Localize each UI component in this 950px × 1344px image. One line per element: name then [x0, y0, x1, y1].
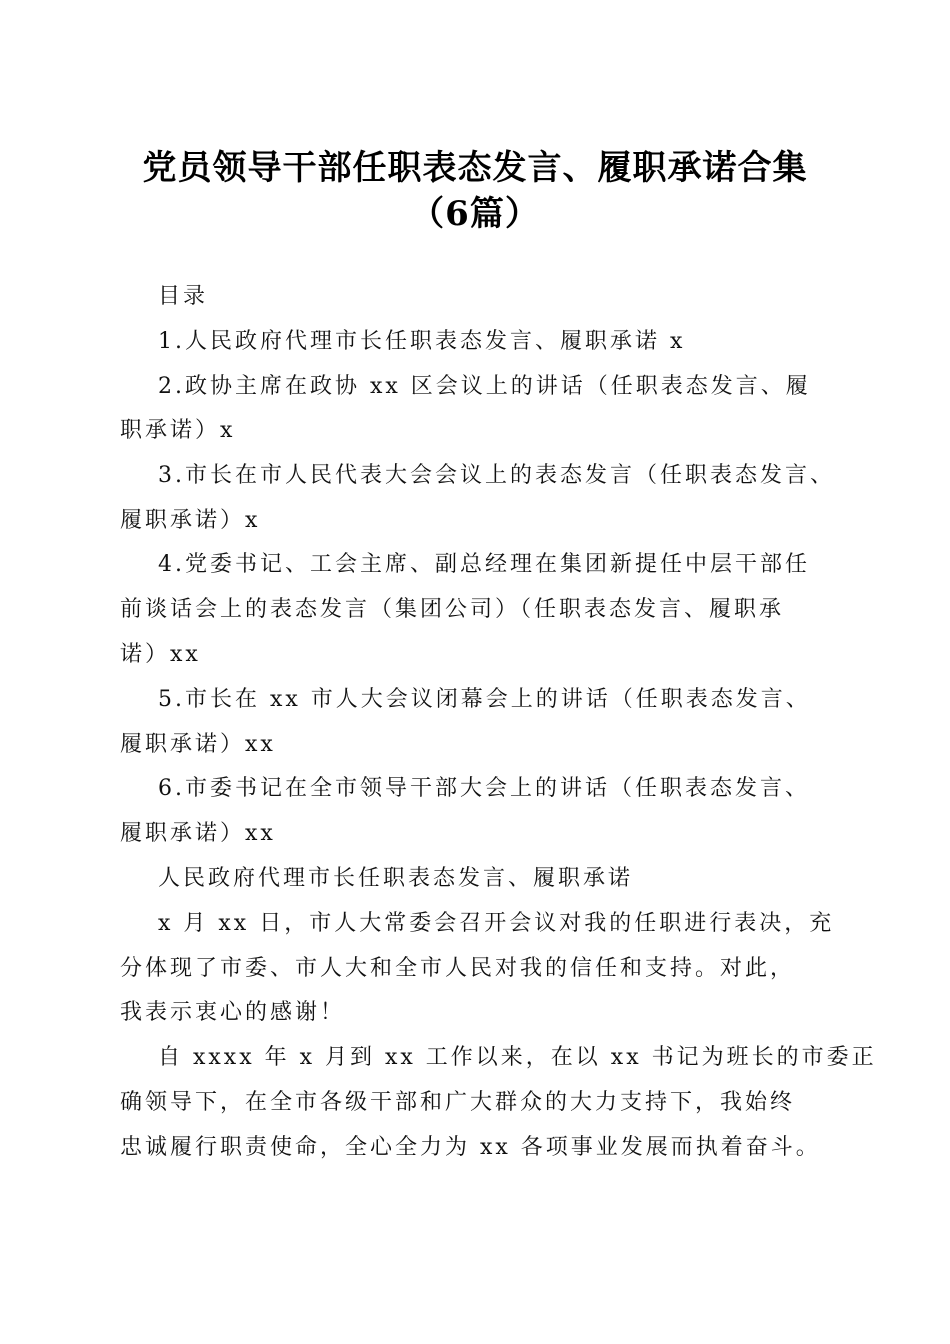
body-paragraph-1-line-1: x 月 xx 日，市人大常委会召开会议对我的任职进行表决，充	[158, 911, 835, 936]
section-heading: 人民政府代理市长任职表态发言、履职承诺	[158, 866, 634, 891]
toc-item-6-cont: 履职承诺）xx	[120, 821, 276, 846]
toc-item-4: 4.党委书记、工会主席、副总经理在集团新提任中层干部任	[158, 552, 810, 577]
document-title: 党员领导干部任职表态发言、履职承诺合集	[142, 148, 808, 188]
body-paragraph-2-line-2: 确领导下，在全市各级干部和广大群众的大力支持下，我始终	[120, 1090, 796, 1115]
body-paragraph-2-line-1: 自 xxxx 年 x 月到 xx 工作以来，在以 xx 书记为班长的市委正	[158, 1045, 877, 1070]
toc-item-5: 5.市长在 xx 市人大会议闭幕会上的讲话（任职表态发言、	[158, 687, 811, 712]
toc-item-2-cont: 职承诺）x	[120, 418, 236, 443]
toc-item-5-cont: 履职承诺）xx	[120, 732, 276, 757]
toc-item-3-cont: 履职承诺）x	[120, 508, 261, 533]
toc-item-3: 3.市长在市人民代表大会会议上的表态发言（任职表态发言、	[158, 463, 835, 488]
body-paragraph-2-line-3: 忠诚履行职责使命，全心全力为 xx 各项事业发展而执着奋斗。	[120, 1135, 821, 1160]
body-paragraph-1-line-3: 我表示衷心的感谢！	[120, 1000, 346, 1025]
toc-heading: 目录	[158, 284, 209, 309]
toc-item-6: 6.市委书记在全市领导干部大会上的讲话（任职表态发言、	[158, 776, 810, 801]
toc-item-1: 1.人民政府代理市长任职表态发言、履职承诺 x	[158, 329, 686, 354]
toc-item-4-cont: 前谈话会上的表态发言（集团公司）（任职表态发言、履职承	[120, 597, 785, 622]
toc-item-4-cont2: 诺）xx	[120, 642, 201, 667]
document-title-count: （6篇）	[410, 194, 540, 234]
toc-item-2: 2.政协主席在政协 xx 区会议上的讲话（任职表态发言、履	[158, 374, 811, 399]
body-paragraph-1-line-2: 分体现了市委、市人大和全市人民对我的信任和支持。对此，	[120, 956, 796, 981]
